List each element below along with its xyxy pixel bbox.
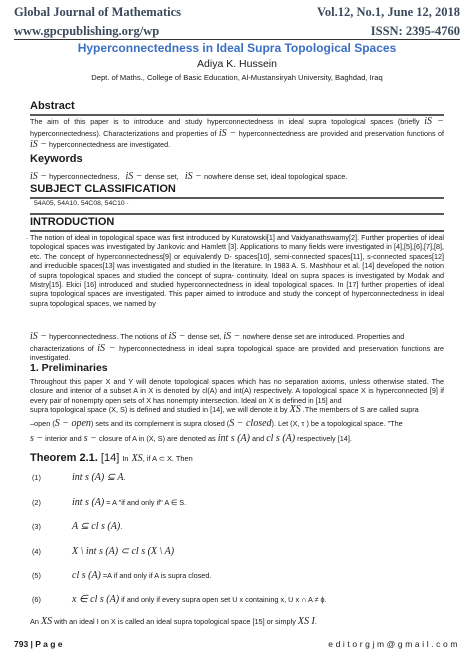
introduction-line-notions: iS − hyperconnectedness. The notions of iS − dense set, iS − nowhere dense set are introduced. Properties and [30,331,405,342]
intro-bottom-divider [30,230,444,232]
abstract-heading: Abstract [30,100,75,112]
subject-codes: 54A05, 54A10, 54C08, 54C10 · [34,200,129,207]
editor-email: editorgjm@gmail.com [328,639,460,649]
theorem-item-1: (1) int s (A) ⊆ A. [32,472,126,483]
theorem-item-6: (6) x ∈ cl s (A) if and only if every supra open set U x containing x, U x ∩ A ≠ ϕ. [32,594,327,605]
journal-name: Global Journal of Mathematics [14,5,182,19]
introduction-text: The notion of ideal in topological space was first introduced by Kuratowski[1] and Vaidyanathswamy[2]. Further properties of ideal topological spaces was investigated by Jankovic and Hamlett [3]. Applications to many fields were investigated in [4],[5],[6],[7],[8], etc. The concept of hyperconnectedness[9] or equivalently D- spaces[10], semi-connected spaces[11], s-connected spaces[12] and irreducible spaces[13] was investigated and studied in the literature. In 1983 A. S. Mashhour et al. [14] developed the notion of supra topological spaces and studied the concept of supra- continuity. Ideal on supra spaces is investigated by Modak and Mistry[15]. Ekici [16] introduced and studied hyperconnectedness in ideal topological spaces. In [17] further properties of ideal supra topological spaces are investigated. This paper aimed to introduce and study the concept of hyperconnectedness in ideal supra topological spaces, we named by [30,233,444,308]
ideal-supra-definition: An XS with an ideal I on X is called an ideal supra topological space [15] or simply XS I. [30,616,317,627]
author-affiliation: Dept. of Maths., College of Basic Education, Al-Mustansiryah University, Baghdad, Iraq [91,73,383,82]
keywords-heading: Keywords [30,153,83,165]
intro-top-divider [30,213,444,215]
page-number: 793 | P a g e [14,639,63,649]
theorem-item-3: (3) A ⊆ cl s (A). [32,521,123,532]
preliminaries-line-supra: supra topological space (X, S) is defined and studied in [14], we will denote it by XS .The members of S are called supra [30,404,419,415]
author-name: Adiya K. Hussein [197,58,277,70]
preliminaries-line-open: –open (S − open) sets and its complement is supra closed (S − closed). Let (X, τ ) be a topological space. "The [30,418,403,429]
paper-title: Hyperconnectedness in Ideal Supra Topological Spaces [77,41,397,55]
introduction-heading: INTRODUCTION [30,216,115,228]
preliminaries-heading: 1. Preliminaries [30,362,108,374]
theorem-item-2: (2) int s (A) = A "if and only if" A ∈ S. [32,497,187,508]
issn: ISSN: 2395-4760 [370,24,460,38]
header-rule [14,39,460,40]
keywords-list: iS − hyperconnectedness, iS − dense set, iS − nowhere dense set, ideal topological space. [30,171,348,182]
abstract-text: The aim of this paper is to introduce and study hyperconnectedness in ideal supra topological spaces (briefly iS − hyperconnectedness). Characterizations and properties of iS − hyperconnectedness are provided and preservation functions of iS − hyperconnectedness are investigated. [30,116,445,150]
introduction-line-characterizations: characterizations of iS − hyperconnectedness in ideal supra topological space are provided and preservation functions are investigated. [30,343,445,363]
theorem-heading: Theorem 2.1. [14] In XS, if A ⊂ X. Then [30,452,193,464]
journal-website: www.gpcpublishing.org/wp [14,24,160,38]
subject-divider [30,197,444,199]
preliminaries-line-interior: s − interior and s − closure of A in (X, S) are denoted as int s (A) and cl s (A) respectively [14]. [30,433,352,444]
preliminaries-text: Throughout this paper X and Y will denote topological spaces which has no separation axioms, unless otherwise stated. The closure and interior of a subset A in X is denoted by cl(A) and int(A) respectively. A topological space X is hyperconnected [9] if every pair of nonempty open sets of X has nonempty intersection. Ideal on X is defined in [15] and [30,377,444,405]
theorem-item-4: (4) X \ int s (A) ⊂ cl s (X \ A) [32,546,175,557]
margin-dot: . [26,234,28,241]
theorem-item-5: (5) cl s (A) =A if and only if A is supra closed. [32,570,212,581]
subject-heading: SUBJECT CLASSIFICATION [30,183,176,195]
volume-info: Vol.12, No.1, June 12, 2018 [317,5,460,19]
